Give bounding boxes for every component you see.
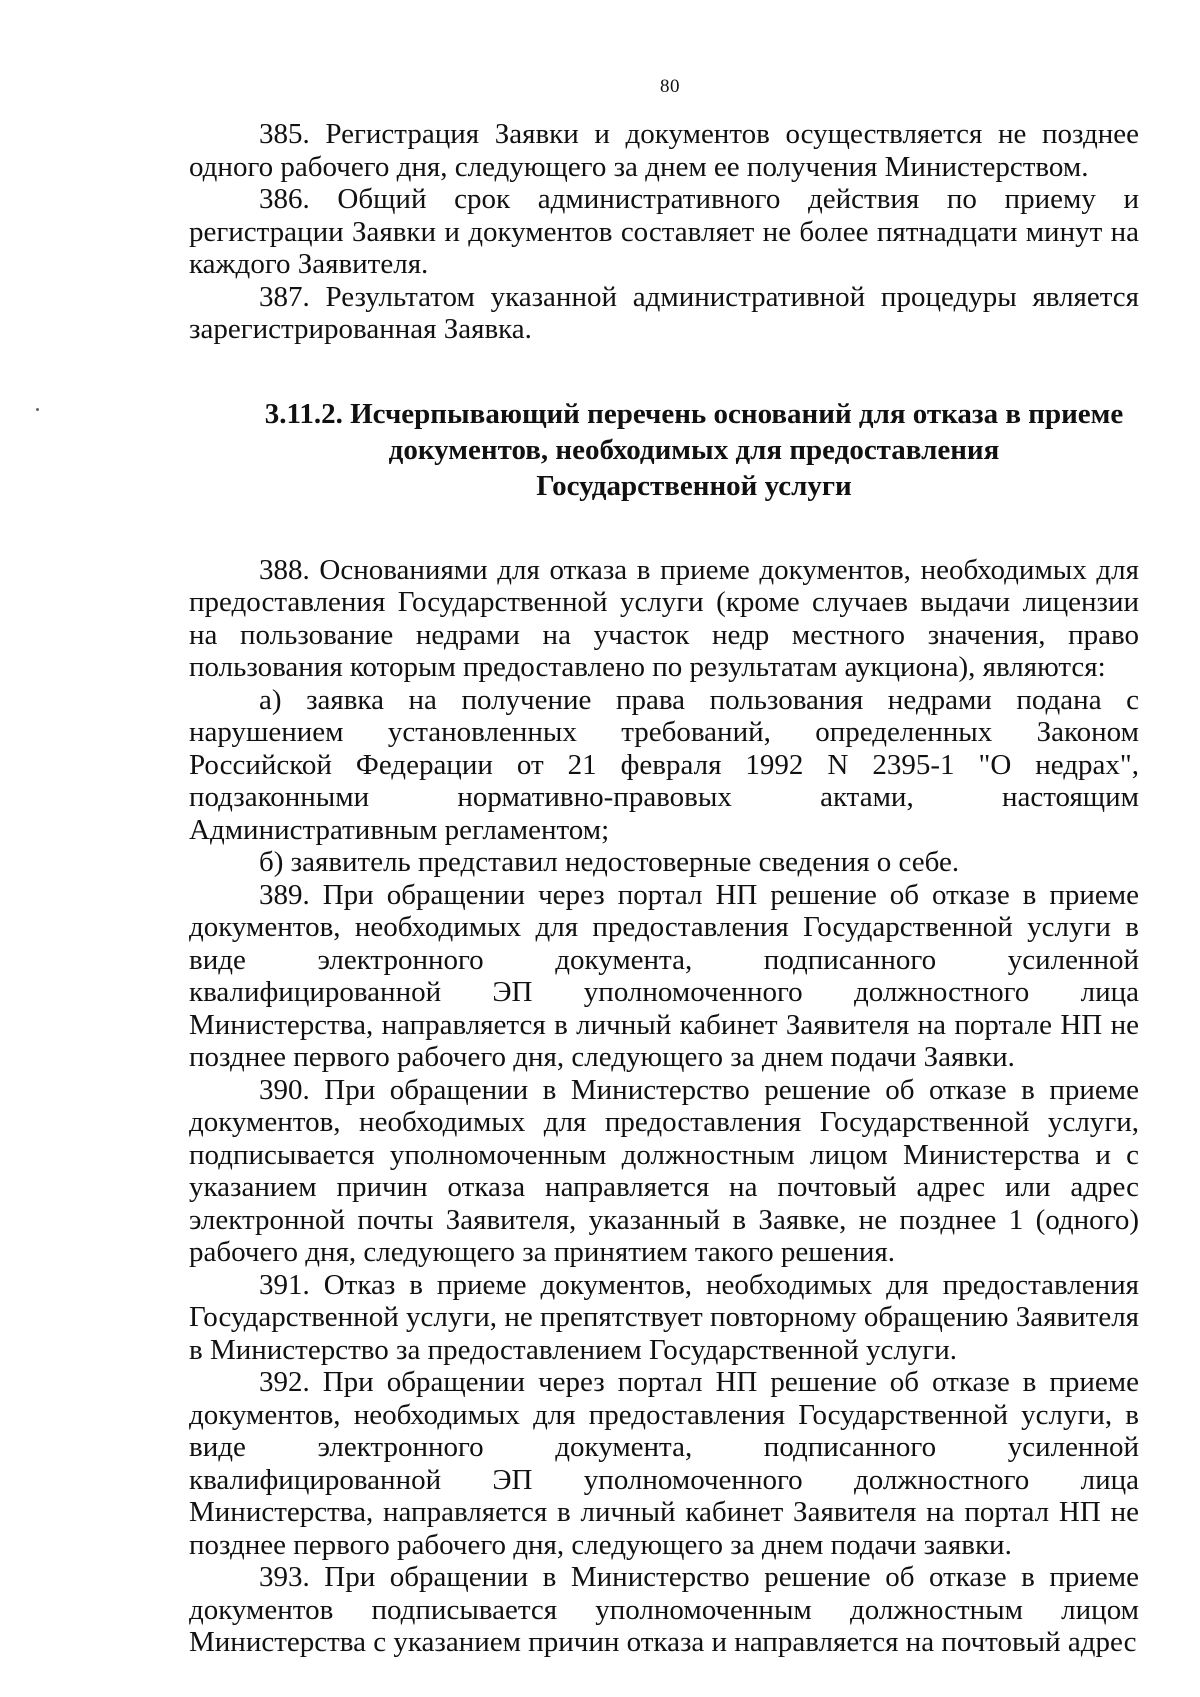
section-heading-line-3: Государственной услуги — [536, 469, 852, 502]
section-heading-line-1: 3.11.2. Исчерпывающий перечень оснований для отказа в приеме — [264, 397, 1124, 430]
paragraph-385: 385. Регистрация Заявки и документов осуществляется не позднее одного рабочего дня, следующего за днем ее получения Министерством. — [189, 118, 1139, 183]
document-body — [189, 118, 1139, 1659]
scan-speck — [36, 408, 39, 411]
list-item-a: а) заявка на получение права пользования недрами подана с нарушением установленных требований, определенных Законом Российской Федерации от 21 февраля 1992 N 2395-1 "О недрах", подзаконными нормативно-правовых актами, настоящим Административным регламентом; — [189, 683, 1139, 846]
paragraph-390: 390. При обращении в Министерство решение об отказе в приеме документов, необходимых для предоставления Государственной услуги, подписывается уполномоченным должностным лицом Министерства и с указанием причин отказа направляется на почтовый адрес или адрес электронной почты Заявителя, указанный в Заявке, не позднее 1 (одного) рабочего дня, следующего за принятием такого решения. — [189, 1073, 1139, 1268]
section-heading — [249, 396, 1139, 504]
paragraph-392: 392. При обращении через портал НП решение об отказе в приеме документов, необходимых для предоставления Государственной услуги, в виде электронного документа, подписанного усиленной квалифицированной ЭП уполномоченного должностного лица Министерства, направляется в личный кабинет Заявителя на портал НП не позднее первого рабочего дня, следующего за днем подачи заявки. — [189, 1366, 1139, 1561]
paragraph-391: 391. Отказ в приеме документов, необходимых для предоставления Государственной услуги, не препятствует повторному обращению Заявителя в Министерство за предоставлением Государственной услуги. — [189, 1268, 1139, 1366]
section-heading-line-2: документов, необходимых для предоставления — [388, 433, 1000, 466]
paragraph-386: 386. Общий срок административного действия по приему и регистрации Заявки и документов составляет не более пятнадцати минут на каждого Заявителя. — [189, 183, 1139, 280]
list-item-b: б) заявитель представил недостоверные сведения о себе. — [259, 846, 960, 878]
paragraph-387: 387. Результатом указанной административной процедуры является зарегистрированная Заявка. — [189, 280, 1139, 345]
paragraph-388: 388. Основаниями для отказа в приеме документов, необходимых для предоставления Государственной услуги (кроме случаев выдачи лицензии на пользование недрами на участок недр местного значения, право пользования которым предоставлено по результатам аукциона), являются: — [189, 553, 1139, 683]
paragraph-389: 389. При обращении через портал НП решение об отказе в приеме документов, необходимых для предоставления Государственной услуги в виде электронного документа, подписанного усиленной квалифицированной ЭП уполномоченного должностного лица Министерства, направляется в личный кабинет Заявителя на портале НП не позднее первого рабочего дня, следующего за днем подачи Заявки. — [189, 878, 1139, 1073]
page-number: 80 — [660, 76, 680, 97]
paragraph-393: 393. При обращении в Министерство решение об отказе в приеме документов подписывается уполномоченным должностным лицом Министерства с указанием причин отказа и направляется на почтовый адрес — [189, 1561, 1139, 1658]
